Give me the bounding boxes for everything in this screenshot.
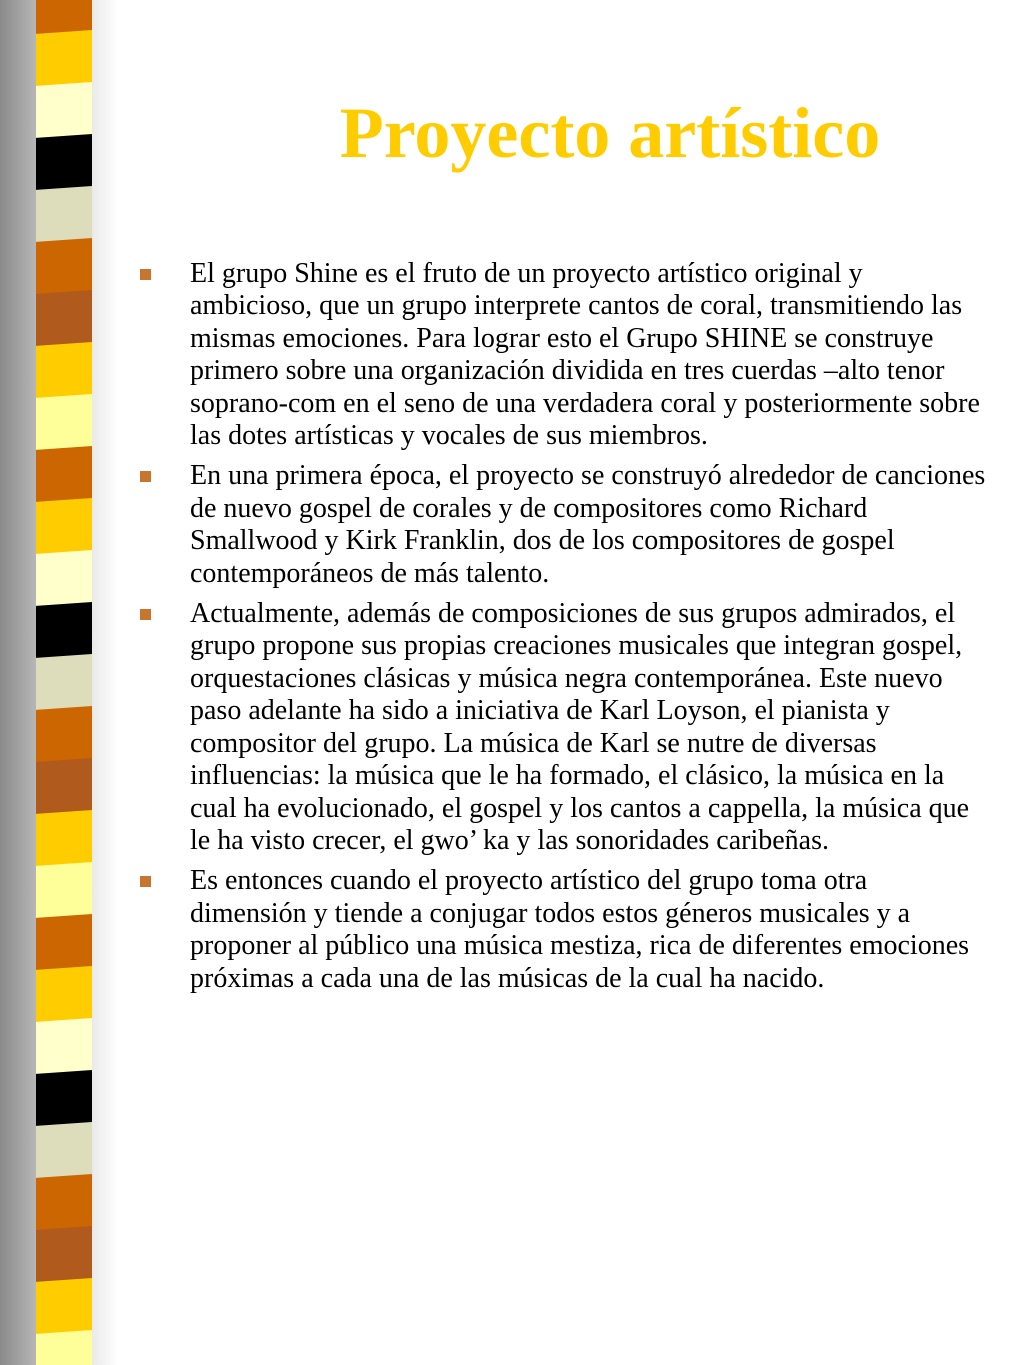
decorative-stripe <box>36 601 92 662</box>
decorative-stripe <box>36 81 92 142</box>
decorative-stripe <box>36 1329 92 1365</box>
decorative-stripe <box>36 185 92 246</box>
decorative-stripe <box>36 1121 92 1182</box>
bullet-item <box>140 258 990 452</box>
decorative-stripe <box>36 809 92 870</box>
decorative-stripe <box>36 1017 92 1078</box>
decorative-stripe <box>36 653 92 714</box>
bullet-text: En una primera época, el proyecto se construyó alrededor de canciones de nuevo gospel de corales y de compositores como Richard Smallwood y Kirk Franklin, dos de los compositores de gospel contemporáneos de más talento. <box>190 460 986 589</box>
decorative-stripe <box>36 913 92 974</box>
decorative-stripe <box>36 1277 92 1338</box>
bullet-list <box>140 258 990 1003</box>
decorative-stripe <box>36 705 92 766</box>
slide-title: Proyecto artístico <box>339 93 881 173</box>
decorative-stripe <box>36 497 92 558</box>
decorative-stripe <box>36 861 92 922</box>
decorative-stripe <box>36 341 92 402</box>
square-bullet-icon <box>140 609 151 620</box>
bullet-item <box>140 460 990 590</box>
decorative-stripe <box>36 1069 92 1130</box>
decorative-stripe <box>36 1225 92 1286</box>
decorative-stripe <box>36 965 92 1026</box>
decorative-stripe <box>36 445 92 506</box>
bullet-text: Es entonces cuando el proyecto artístico del grupo toma otra dimensión y tiende a conjugar todos estos géneros musicales y a proponer al público una música mestiza, rica de diferentes emociones próximas a cada una de las músicas de la cual ha nacido. <box>190 865 970 994</box>
square-bullet-icon <box>140 876 151 887</box>
decorative-stripe <box>36 289 92 350</box>
decorative-stripe <box>36 133 92 194</box>
bullet-item <box>140 865 990 995</box>
decorative-stripe <box>36 29 92 90</box>
decorative-stripe <box>36 549 92 610</box>
decorative-stripe <box>36 237 92 298</box>
bullet-item <box>140 598 990 857</box>
square-bullet-icon <box>140 269 151 280</box>
decorative-stripe <box>36 393 92 454</box>
square-bullet-icon <box>140 471 151 482</box>
decorative-stripe <box>36 1173 92 1234</box>
bullet-text: El grupo Shine es el fruto de un proyecto artístico original y ambicioso, que un grupo interprete cantos de coral, transmitiendo las mismas emociones. Para lograr esto el Grupo SHINE se construye primero sobre una organización dividida en tres cuerdas –alto tenor soprano-com en el seno de una verdadera coral y posteriormente sobre las dotes artísticas y vocales de sus miembros. <box>190 258 980 452</box>
decorative-striped-bar <box>36 0 92 1365</box>
bullet-text: Actualmente, además de composiciones de sus grupos admirados, el grupo propone sus propias creaciones musicales que integran gospel, orquestaciones clásicas y música negra contemporánea. Este nuevo paso adelante ha sido a iniciativa de Karl Loyson, el pianista y compositor del grupo. La música de Karl se nutre de diversas influencias: la música que le ha formado, el clásico, la música en la cual ha evolucionado, el gospel y los cantos a cappella, la música que le ha visto crecer, el gwo’ ka y las sonoridades caribeñas. <box>190 598 970 856</box>
decorative-stripe <box>36 757 92 818</box>
